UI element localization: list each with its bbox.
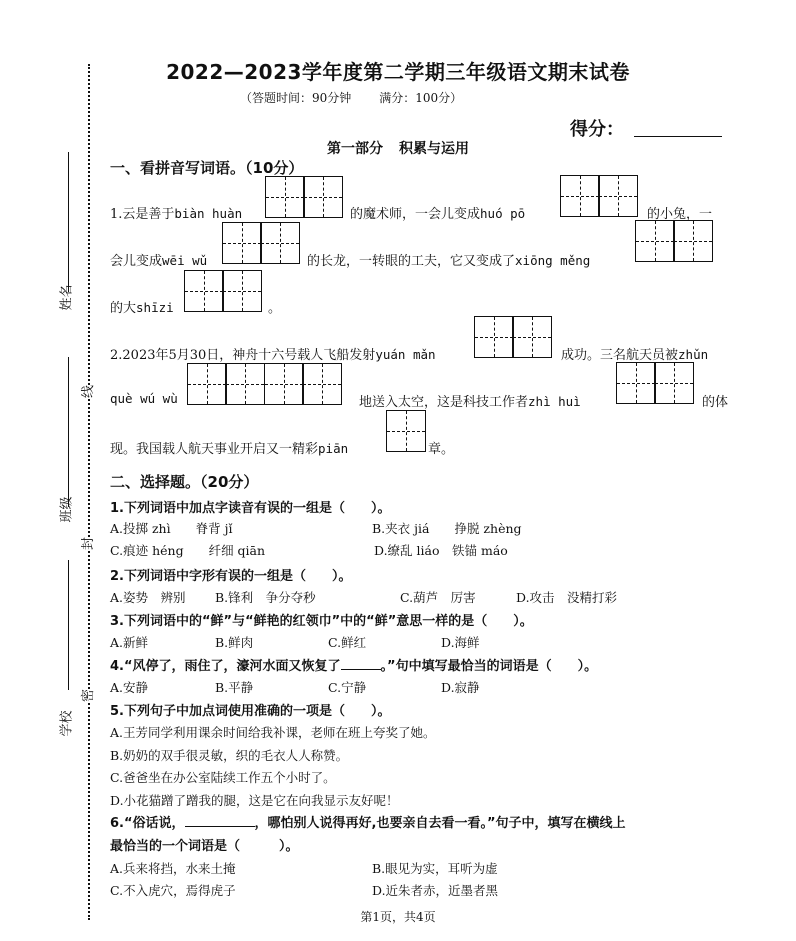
pinyin: piān (318, 441, 349, 456)
s1-q1-line1c: 的小兔，一 (647, 207, 713, 222)
mc-q3-stem: 3.下列词语中的“鲜”与“鲜艳的红领巾”中的“鲜”意思一样的是（ ）。 (110, 614, 533, 629)
seal-word-secret: 密 (77, 689, 96, 702)
grid-cell[interactable] (386, 410, 426, 452)
binding-dotted-line (88, 64, 90, 920)
grid-cell[interactable] (474, 316, 514, 358)
stem-part: 4.“风停了，雨住了，濠河水面又恢复了 (110, 659, 341, 674)
mc-q4-stem (110, 655, 597, 674)
text: 的大 (110, 301, 137, 316)
mc-q3-option-a[interactable]: A.新鲜 (110, 635, 149, 650)
mc-q4-option-c[interactable]: C.宁静 (328, 680, 367, 695)
seal-word-line: 线 (77, 385, 96, 398)
mc-q2-option-b[interactable]: B.锋利 争分夺秒 (215, 590, 316, 605)
s1-q2-line2c: 的体 (702, 395, 729, 410)
mc-q6-option-d[interactable]: D.近朱者赤，近墨者黑 (372, 883, 499, 898)
s1-q2-line1 (110, 344, 436, 363)
mc-q3-option-c[interactable]: C.鲜红 (328, 635, 367, 650)
grid-cell[interactable] (222, 222, 262, 264)
mc-q6-stem-line1 (110, 812, 626, 831)
grid-cell[interactable] (673, 220, 713, 262)
mc-q1-option-d[interactable]: D.缭乱 liáo 铁锚 máo (374, 543, 508, 558)
char-grid-zhihui[interactable] (616, 362, 694, 404)
pinyin: zhǔn (678, 347, 709, 362)
fill-blank[interactable] (341, 669, 381, 670)
text: 现。我国载人航天事业开启又一精彩 (110, 442, 319, 457)
text: 的魔术师，一会儿变成 (350, 207, 481, 222)
name-label: 姓名 (59, 284, 75, 311)
mc-q2-option-a[interactable]: A.姿势 辨别 (110, 590, 186, 605)
mc-q4-option-a[interactable]: A.安静 (110, 680, 149, 695)
part-name: 积累与运用 (399, 141, 469, 157)
pinyin: shīzi (136, 300, 174, 315)
grid-cell[interactable] (184, 270, 224, 312)
mc-q6-option-b[interactable]: B.眼见为实，耳听为虚 (372, 861, 498, 876)
char-grid-pian[interactable] (386, 410, 426, 452)
mc-q6-stem-line2: 最恰当的一个词语是（ ）。 (110, 839, 299, 854)
mc-q3-option-d[interactable]: D.海鲜 (441, 635, 480, 650)
s1-q1-line2b (307, 250, 590, 269)
text: 成功。三名航天员被 (561, 348, 679, 363)
mc-q6-option-a[interactable]: A.兵来将挡，水来土掩 (110, 861, 236, 876)
s1-q1-line3 (110, 297, 174, 316)
mc-q6-option-c[interactable]: C.不入虎穴，焉得虎子 (110, 883, 236, 898)
pinyin: wēi wǔ (162, 253, 208, 268)
char-grid-yuanman[interactable] (474, 316, 552, 358)
score-blank[interactable] (634, 136, 722, 137)
mc-q5-option-a[interactable]: A.王芳同学利用课余时间给我补课，老师在班上夸奖了她。 (110, 725, 436, 740)
section2-heading: 二、选择题。（20分） (110, 473, 259, 491)
mc-q1-option-a[interactable]: A.投掷 zhì 脊背 jǐ (110, 521, 233, 536)
mc-q2-stem: 2.下列词语中字形有误的一组是（ ）。 (110, 569, 352, 584)
part-title (0, 138, 796, 158)
exam-full-score: 满分：100分） (379, 91, 463, 105)
s1-q1-line2 (110, 250, 207, 269)
school-blank-line (68, 560, 69, 690)
mc-q5-option-b[interactable]: B.奶奶的双手很灵敏，织的毛衣人人称赞。 (110, 748, 349, 763)
text: 地送入太空，这是科技工作者 (359, 395, 529, 410)
s1-q2-line1b (561, 344, 708, 363)
pinyin: què wú wù (110, 391, 178, 406)
score-label: 得分： (570, 119, 624, 140)
char-grid-queuwu[interactable] (187, 363, 342, 405)
class-label: 班级 (59, 496, 75, 523)
pinyin: zhì huì (528, 394, 581, 409)
grid-cell[interactable] (222, 270, 262, 312)
grid-cell[interactable] (265, 176, 305, 218)
grid-cell[interactable] (264, 363, 304, 405)
char-grid-shizi[interactable] (184, 270, 262, 312)
s1-q1-line1 (110, 203, 242, 222)
s1-q2-line3b: 章。 (428, 442, 455, 457)
mc-q4-option-d[interactable]: D.寂静 (441, 680, 480, 695)
mc-q5-option-c[interactable]: C.爸爸坐在办公室陆续工作五个小时了。 (110, 770, 336, 785)
mc-q2-option-d[interactable]: D.攻击 没精打彩 (516, 590, 618, 605)
grid-cell[interactable] (225, 363, 265, 405)
s1-q1-line1b (350, 203, 525, 222)
grid-cell[interactable] (187, 363, 227, 405)
mc-q1-option-b[interactable]: B.夹衣 jiá 挣脱 zhèng (372, 521, 522, 536)
exam-time: （答题时间：90分钟 (240, 91, 352, 105)
stem-part: 6.“俗话说， (110, 816, 185, 831)
char-grid-bianhuan[interactable] (265, 176, 343, 218)
pinyin: biàn huàn (174, 206, 243, 221)
grid-cell[interactable] (654, 362, 694, 404)
grid-cell[interactable] (598, 175, 638, 217)
pinyin: huó pō (480, 206, 526, 221)
grid-cell[interactable] (512, 316, 552, 358)
grid-cell[interactable] (260, 222, 300, 264)
name-blank-line (68, 152, 69, 292)
s1-q2-line3 (110, 438, 348, 457)
page-number: 第1页，共4页 (360, 910, 436, 924)
grid-cell[interactable] (635, 220, 675, 262)
pinyin: xiōng měng (515, 253, 591, 268)
s1-q2-line2 (110, 391, 178, 407)
mc-q1-option-c[interactable]: C.痕迹 héng 纤细 qiān (110, 543, 266, 558)
school-label: 学校 (59, 710, 75, 737)
exam-title: 2022—2023学年度第二学期三年级语文期末试卷 (166, 60, 630, 84)
section1-heading: 一、看拼音写词语。（10分） (110, 159, 304, 177)
s1-q1-line3b: 。 (268, 301, 282, 316)
part-label: 第一部分 (327, 141, 383, 157)
text: 1.云是善于 (110, 207, 175, 222)
char-grid-weiwu[interactable] (222, 222, 300, 264)
s1-q2-line2b (359, 391, 581, 410)
mc-q5-option-d[interactable]: D.小花猫蹭了蹭我的腿，这是它在向我显示友好呢！ (110, 793, 399, 808)
mc-q4-option-b[interactable]: B.平静 (215, 680, 254, 695)
mc-q3-option-b[interactable]: B.鲜肉 (215, 635, 254, 650)
mc-q5-stem: 5.下列句子中加点词使用准确的一项是（ ）。 (110, 704, 391, 719)
grid-cell[interactable] (560, 175, 600, 217)
grid-cell[interactable] (616, 362, 656, 404)
seal-word-seal: 封 (77, 537, 96, 550)
char-grid-huopo[interactable] (560, 175, 638, 217)
grid-cell[interactable] (302, 363, 342, 405)
stem-part: 。”句中填写最恰当的词语是（ ）。 (380, 659, 598, 674)
mc-q2-option-c[interactable]: C.葫芦 厉害 (400, 590, 476, 605)
char-grid-xiongmeng[interactable] (635, 220, 713, 262)
mc-q1-stem: 1.下列词语中加点字读音有误的一组是（ ）。 (110, 501, 391, 516)
fill-blank[interactable] (185, 826, 255, 827)
exam-info (240, 89, 490, 106)
text: 的长龙，一转眼的工夫，它又变成了 (307, 254, 516, 269)
stem-part: ，哪怕别人说得再好,也要亲自去看一看。”句子中，填写在横线上 (254, 816, 626, 831)
pinyin: yuán mǎn (375, 347, 436, 362)
text: 2.2023年5月30日，神舟十六号载人飞船发射 (110, 348, 376, 363)
class-blank-line (68, 357, 69, 507)
text: 会儿变成 (110, 254, 163, 269)
grid-cell[interactable] (303, 176, 343, 218)
